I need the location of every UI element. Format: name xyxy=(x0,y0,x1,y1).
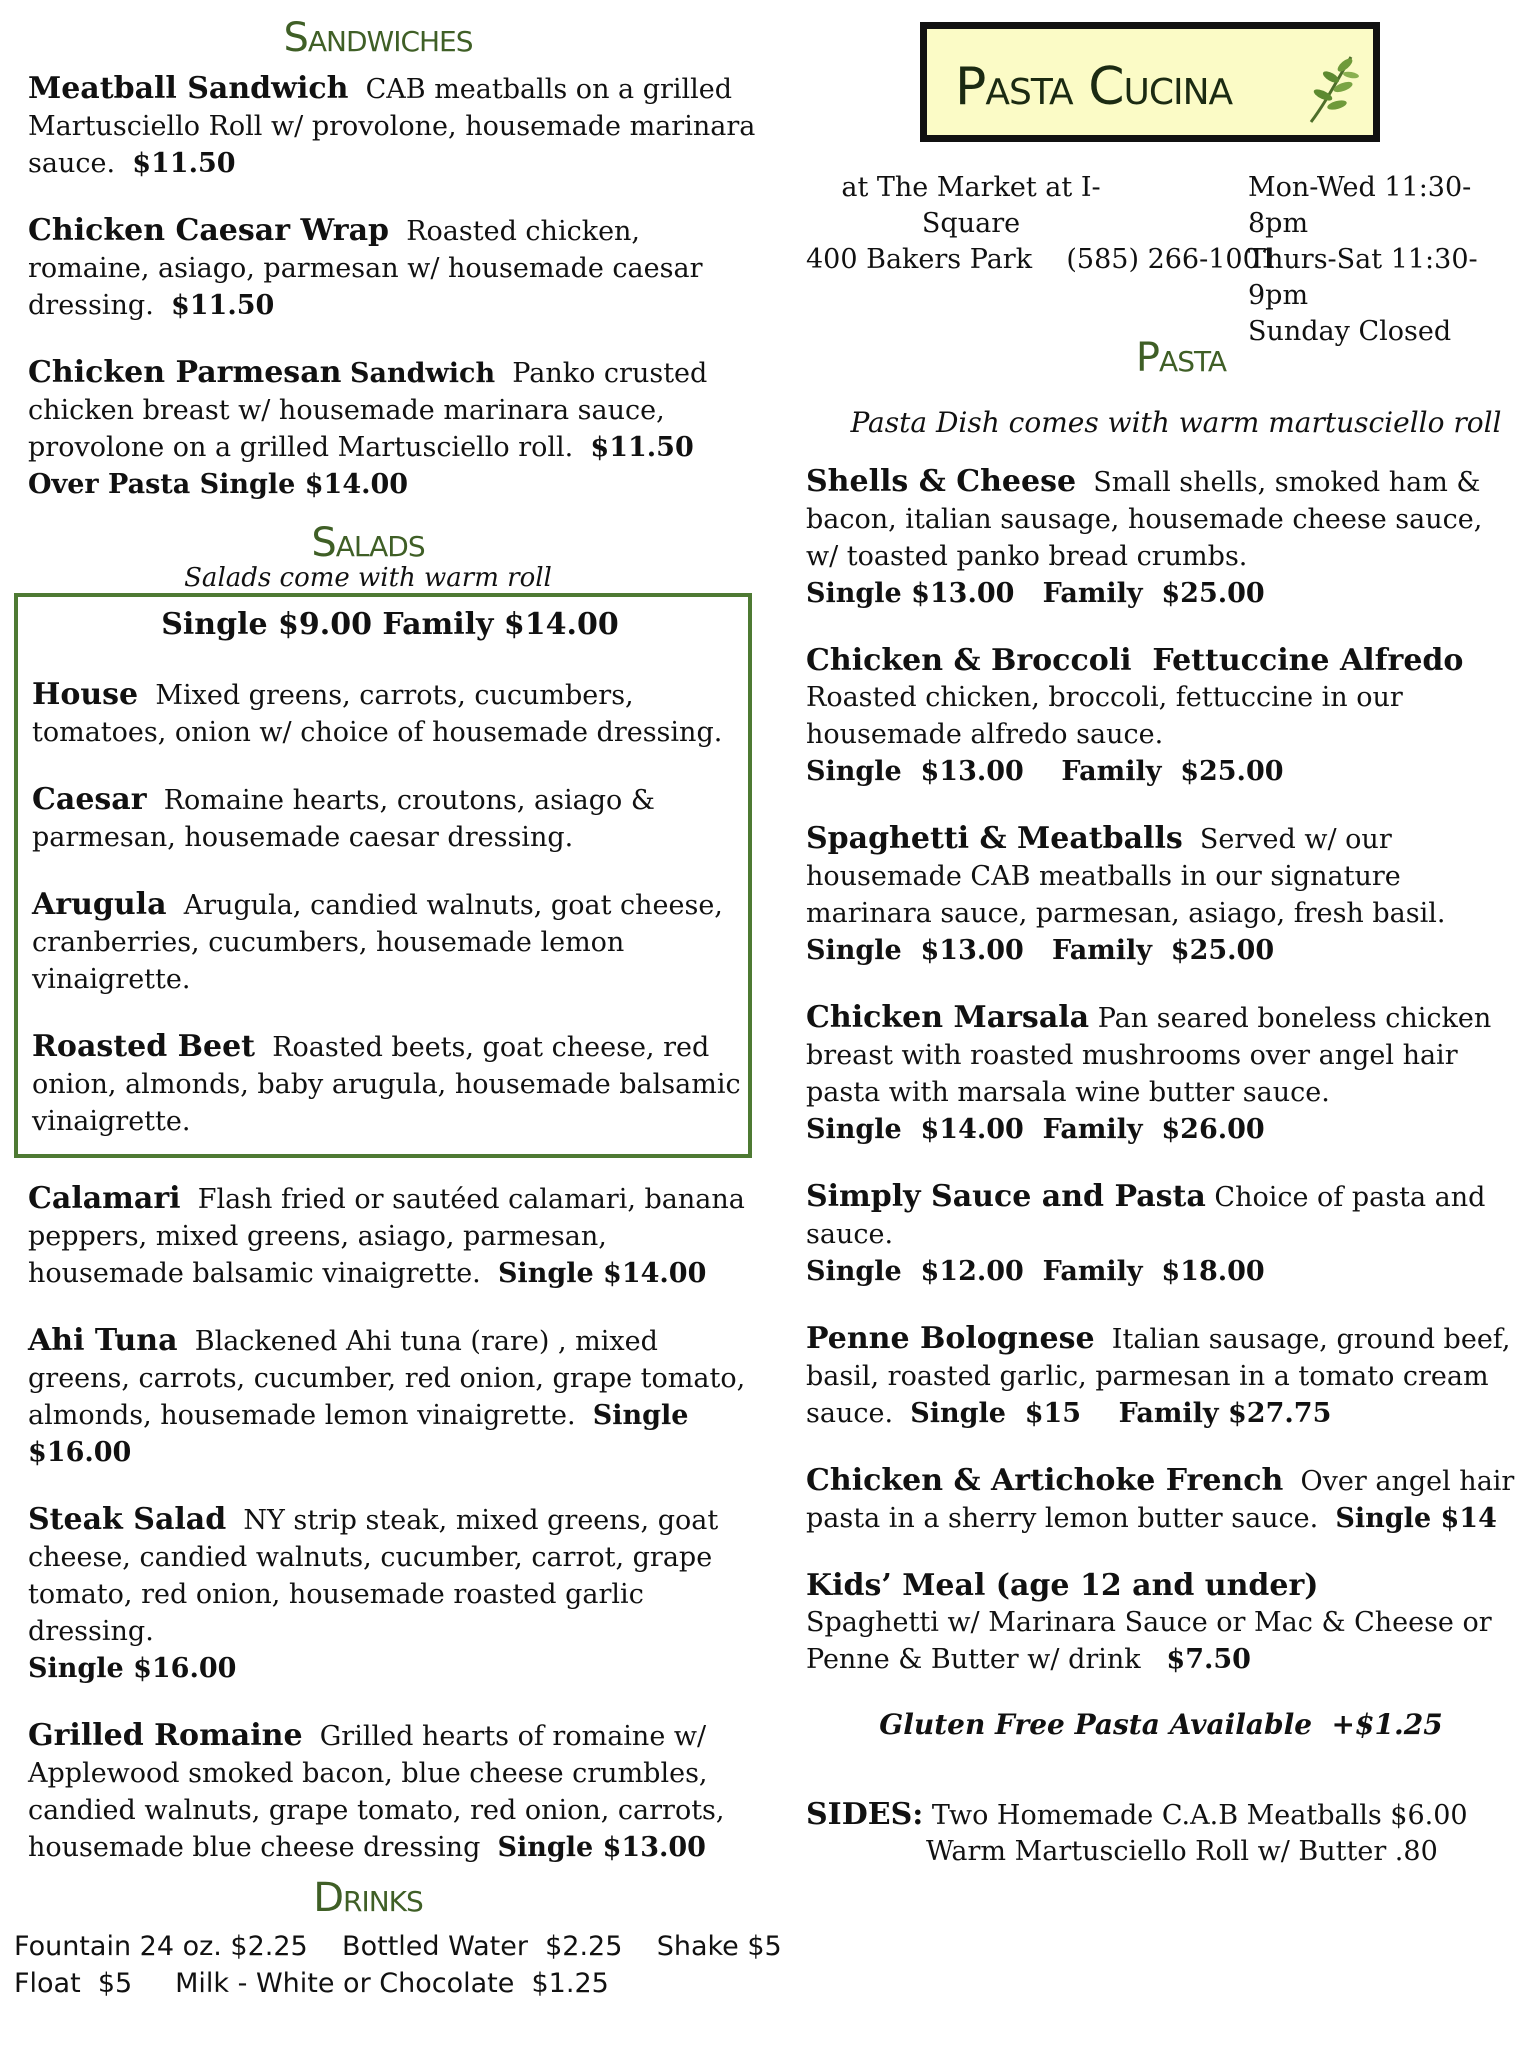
item-price: Single $15 Family $27.75 xyxy=(910,1398,1332,1429)
item-price: Single $12.00 Family $18.00 xyxy=(806,1256,1265,1287)
item-price: $11.50 xyxy=(170,290,275,321)
gluten-free-note: Gluten Free Pasta Available +$1.25 xyxy=(879,1708,1443,1741)
menu-item xyxy=(806,1178,1516,1290)
menu-item xyxy=(28,1717,758,1866)
item-name: Meatball Sandwich xyxy=(28,71,349,106)
menu-item xyxy=(806,820,1516,969)
item-desc: Pan seared boneless chicken breast with roasted mushrooms over angel hair pasta with marsala wine butter sauce. xyxy=(806,1003,1492,1108)
menu-item xyxy=(32,1028,748,1140)
menu-item xyxy=(32,676,748,751)
sandwiches-heading: Sandwiches xyxy=(283,15,473,61)
item-name: Steak Salad xyxy=(28,1502,227,1537)
salad-box-price: Single $9.00 Family $14.00 xyxy=(161,607,619,642)
sides-line-1: Two Homemade C.A.B Meatballs $6.00 xyxy=(931,1800,1468,1831)
item-name: Simply Sauce and Pasta xyxy=(806,1179,1206,1214)
menu-item xyxy=(28,1501,758,1687)
menu-item xyxy=(806,642,1516,790)
item-desc: Italian sausage, ground beef, basil, roasted garlic, parmesan in a tomato cream sauce. xyxy=(806,1324,1511,1429)
item-desc: Small shells, smoked ham & bacon, italian sausage, housemade cheese sauce, w/ toasted panko bread crumbs. xyxy=(806,467,1483,572)
item-price: $11.50 xyxy=(132,148,236,179)
item-desc: Served w/ our housemade CAB meatballs in our signature marinara sauce, parmesan, asiago, fresh basil. xyxy=(806,824,1446,929)
item-price: Single $14.00 xyxy=(497,1258,707,1289)
item-desc: Blackened Ahi tuna (rare) , mixed greens, carrots, cucumber, red onion, grape tomato, almonds, housemade lemon vinaigrette. xyxy=(28,1326,746,1431)
restaurant-logo xyxy=(920,22,1380,142)
salads-heading: Salads xyxy=(311,520,425,566)
menu-item xyxy=(806,1567,1516,1678)
item-price: Single $16.00 xyxy=(28,1400,689,1468)
location-info xyxy=(806,170,1277,278)
item-price: Single $14 xyxy=(1335,1503,1497,1534)
location-line-2: 400 Bakers Park (585) 266-1001 xyxy=(806,244,1277,275)
item-desc: Over angel hair pasta in a sherry lemon butter sauce. xyxy=(806,1466,1515,1534)
item-desc: Roasted beets, goat cheese, red onion, almonds, baby arugula, housemade balsamic vinaigrette. xyxy=(32,1032,741,1137)
hours-line-1: Mon-Wed 11:30-8pm xyxy=(1248,172,1472,239)
item-desc: Romaine hearts, croutons, asiago & parmesan, housemade caesar dressing. xyxy=(32,785,655,853)
left-column xyxy=(14,15,782,2002)
item-desc: Choice of pasta and sauce. xyxy=(806,1182,1486,1250)
hours-line-3: Sunday Closed xyxy=(1248,316,1452,347)
hours-info xyxy=(1248,170,1516,350)
item-price: Single $14.00 Family $26.00 xyxy=(806,1114,1265,1145)
sides-line-2: Warm Martusciello Roll w/ Butter .80 xyxy=(926,1836,1438,1867)
item-name: Spaghetti & Meatballs xyxy=(806,821,1183,856)
item-name: Chicken Parmesan xyxy=(28,355,342,390)
item-name: Roasted Beet xyxy=(32,1029,256,1064)
item-price: Single $13.00 xyxy=(497,1832,706,1863)
menu-item xyxy=(32,781,748,856)
item-price: Single $16.00 xyxy=(28,1653,237,1684)
drinks-line-2: Float $5 Milk - White or Chocolate $1.25 xyxy=(14,1968,609,1999)
item-name: Chicken & Artichoke French xyxy=(806,1463,1284,1498)
item-desc: Grilled hearts of romaine w/ Applewood smoked bacon, blue cheese crumbles, candied walnuts, grape tomato, red onion, carrots, housemade blue cheese dressing xyxy=(28,1721,725,1863)
item-desc: Roasted chicken, broccoli, fettuccine in our housemade alfredo sauce. xyxy=(806,682,1403,750)
item-price: $11.50 xyxy=(590,432,694,463)
olive-branch-icon xyxy=(1301,47,1361,127)
item-price: Single $13.00 Family $25.00 xyxy=(806,578,1265,609)
drinks-line-1: Fountain 24 oz. $2.25 Bottled Water $2.25 Shake $5 xyxy=(14,1931,782,1962)
menu-item xyxy=(28,1322,758,1471)
item-desc: Roasted chicken, romaine, asiago, parmesan w/ housemade caesar dressing. xyxy=(28,216,703,321)
pasta-section xyxy=(806,335,1516,1870)
menu-item xyxy=(806,463,1516,612)
item-desc: Arugula, candied walnuts, goat cheese, cranberries, cucumbers, housemade lemon vinaigrette. xyxy=(32,890,723,995)
item-name: Shells & Cheese xyxy=(806,464,1077,499)
menu-item xyxy=(28,1180,758,1292)
item-name: Caesar xyxy=(32,782,147,817)
item-desc: CAB meatballs on a grilled Martusciello Roll w/ provolone, housemade marinara sauce. xyxy=(28,74,756,179)
item-price: Single $13.00 Family $25.00 xyxy=(806,756,1284,787)
item-desc: Mixed greens, carrots, cucumbers, tomatoes, onion w/ choice of housemade dressing. xyxy=(32,680,723,748)
salad-price-box xyxy=(14,593,752,1158)
item-name: Chicken & Broccoli Fettuccine Alfredo xyxy=(806,643,1464,678)
menu-item xyxy=(28,70,758,182)
item-desc: NY strip steak, mixed greens, goat cheese, candied walnuts, cucumber, carrot, grape tomato, red onion, housemade roasted garlic dressing. xyxy=(28,1505,719,1647)
item-name: House xyxy=(32,677,139,712)
pasta-note: Pasta Dish comes with warm martusciello roll xyxy=(850,406,1502,439)
logo-text: Pasta Cucina xyxy=(955,57,1233,117)
item-price: Single $13.00 Family $25.00 xyxy=(806,935,1275,966)
salads-note: Salads come with warm roll xyxy=(184,563,552,593)
item-name: Chicken Marsala xyxy=(806,1000,1090,1035)
sides-label: SIDES: xyxy=(806,1797,924,1832)
pasta-heading: Pasta xyxy=(1135,335,1227,381)
hours-line-2: Thurs-Sat 11:30-9pm xyxy=(1248,244,1478,311)
item-name: Ahi Tuna xyxy=(28,1323,178,1358)
menu-item xyxy=(806,1462,1516,1537)
menu-item xyxy=(32,886,748,998)
item-name: Kids’ Meal (age 12 and under) xyxy=(806,1568,1319,1603)
item-name: Grilled Romaine xyxy=(28,1718,303,1753)
menu-item xyxy=(806,1320,1516,1432)
sides-section xyxy=(806,1797,1516,1870)
item-name: Arugula xyxy=(32,887,167,922)
item-name: Chicken Caesar Wrap xyxy=(28,213,390,248)
location-line-1: at The Market at I-Square xyxy=(841,172,1101,239)
item-name-suffix: Sandwich xyxy=(350,358,496,389)
item-desc: Spaghetti w/ Marinara Sauce or Mac & Cheese or Penne & Butter w/ drink xyxy=(806,1607,1492,1675)
item-extra-price: Over Pasta Single $14.00 xyxy=(28,469,409,500)
menu-item xyxy=(806,999,1516,1148)
item-price: $7.50 xyxy=(1166,1644,1251,1675)
item-name: Penne Bolognese xyxy=(806,1321,1095,1356)
item-desc: Panko crusted chicken breast w/ housemade marinara sauce, provolone on a grilled Martusciello roll. xyxy=(28,358,708,463)
item-name: Calamari xyxy=(28,1181,181,1216)
menu-item xyxy=(28,212,758,324)
item-desc: Flash fried or sautéed calamari, banana peppers, mixed greens, asiago, parmesan, housemade balsamic vinaigrette. xyxy=(28,1184,745,1289)
drinks-heading: Drinks xyxy=(313,1875,423,1921)
menu-item xyxy=(28,354,758,503)
